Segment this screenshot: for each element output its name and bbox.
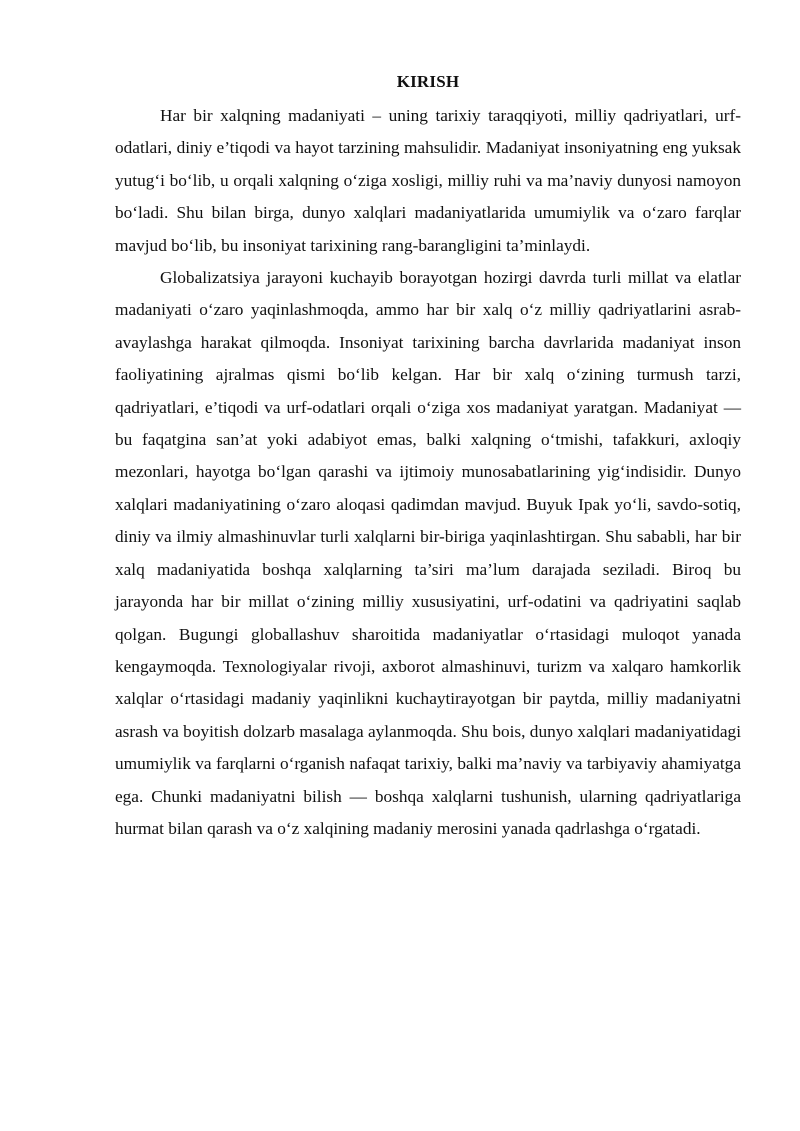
document-page — [115, 70, 741, 845]
paragraph-globalization: Globalizatsiya jarayoni kuchayib borayotgan hozirgi davrda turli millat va elatlar madaniyati o‘zaro yaqinlashmoqda, ammo har bir xalq o‘z milliy qadriyatlarini asrab-avaylashga harakat qilmoqda. Insoniyat tarixining barcha davrlarida madaniyat inson faoliyatining ajralmas qismi bo‘lib kelgan. Har bir xalq o‘zining turmush tarzi, qadriyatlari, e’tiqodi va urf-odatlari orqali o‘ziga xos madaniyat yaratgan. Madaniyat — bu faqatgina san’at yoki adabiyot emas, balki xalqning o‘tmishi, tafakkuri, axloqiy mezonlari, hayotga bo‘lgan qarashi va ijtimoiy munosabatlarining yig‘indisidir. Dunyo xalqlari madaniyatining o‘zaro aloqasi qadimdan mavjud. Buyuk Ipak yo‘li, savdo-sotiq, diniy va ilmiy almashinuvlar turli xalqlarni bir-biriga yaqinlashtirgan. Shu sababli, har bir xalq madaniyatida boshqa xalqlarning ta’siri ma’lum darajada seziladi. Biroq bu jarayonda har bir millat o‘zining milliy xususiyatini, urf-odatini va qadriyatini saqlab qolgan. Bugungi globallashuv sharoitida madaniyatlar o‘rtasidagi muloqot yanada kengaymoqda. Texnologiyalar rivoji, axborot almashinuvi, turizm va xalqaro hamkorlik xalqlar o‘rtasidagi madaniy yaqinlikni kuchaytirayotgan bir paytda, milliy madaniyatni asrash va boyitish dolzarb masalaga aylanmoqda. Shu bois, dunyo xalqlari madaniyatidagi umumiylik va farqlarni o‘rganish nafaqat tarixiy, balki ma’naviy va tarbiyaviy ahamiyatga ega. Chunki madaniyatni bilish — boshqa xalqlarni tushunish, ularning qadriyatlariga hurmat bilan qarash va o‘z xalqining madaniy merosini yanada qadrlashga o‘rgatadi. — [115, 268, 741, 838]
paragraph-intro: Har bir xalqning madaniyati – uning tarixiy taraqqiyoti, milliy qadriyatlari, urf-odatlari, diniy e’tiqodi va hayot tarzining mahsulidir. Madaniyat insoniyatning eng yuksak yutug‘i bo‘lib, u orqali xalqning o‘ziga xosligi, milliy ruhi va ma’naviy dunyosi namoyon bo‘ladi. Shu bilan birga, dunyo xalqlari madaniyatlarida umumiylik va o‘zaro farqlar mavjud bo‘lib, bu insoniyat tarixining rang-barangligini ta’minlaydi. — [115, 106, 741, 255]
document-title: KIRISH — [396, 72, 460, 91]
